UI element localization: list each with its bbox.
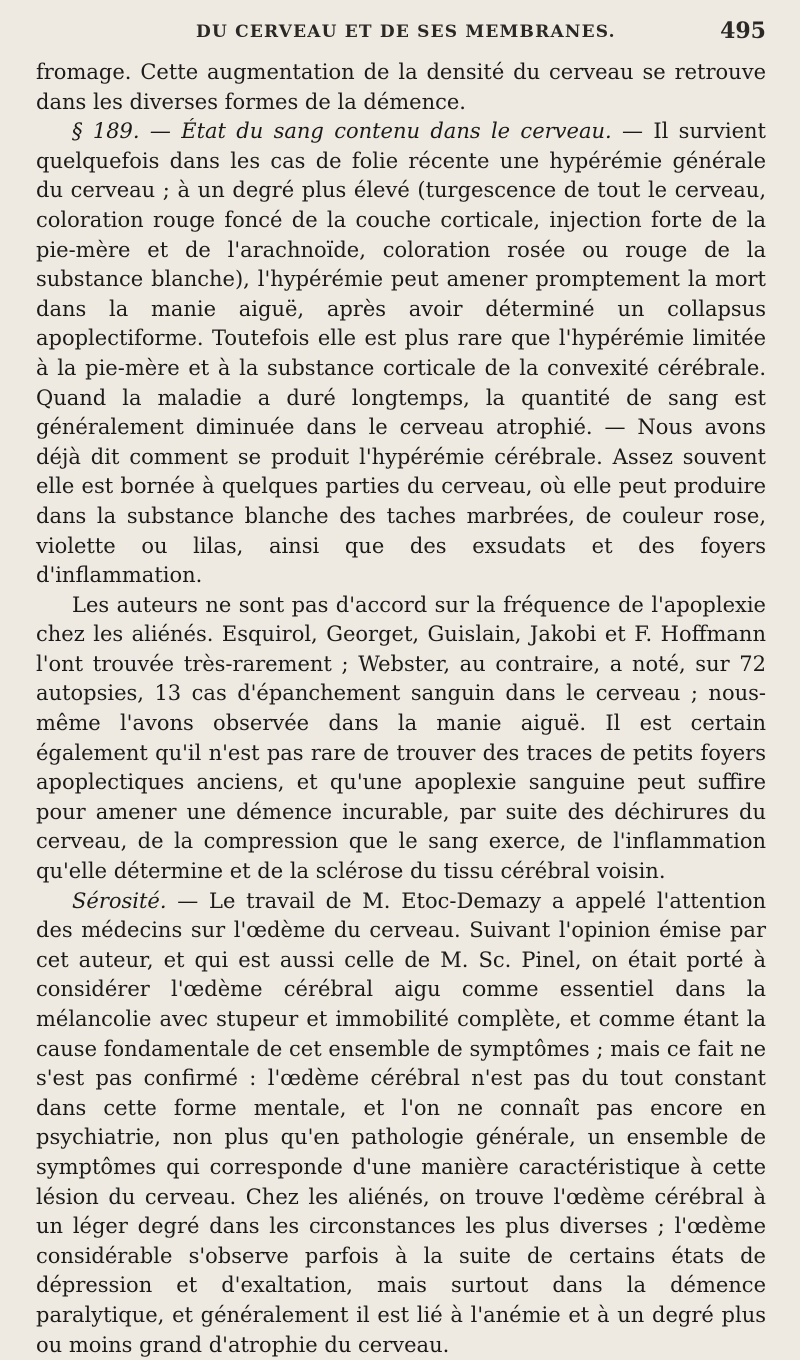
paragraph-section-189 [36, 117, 766, 591]
page-header [36, 18, 766, 48]
paragraph-text: Les auteurs ne sont pas d'accord sur la fréquence de l'apoplexie chez les aliénés. Esquirol, Georget, Guislain, Jakobi et F. Hoffmann l'ont trouvée très-rarement ; Webster, au contraire, a noté, sur 72 autopsies, 13 cas d'épanchement sanguin dans le cerveau ; nous-même l'avons observée dans la manie aiguë. Il est certain également qu'il n'est pas rare de trouver des traces de petits foyers apoplectiques anciens, et qu'une apoplexie sanguine peut suffire pour amener une démence incurable, par suite des déchirures du cerveau, de la compression que le sang exerce, de l'inflammation qu'elle détermine et de la sclérose du tissu cérébral voisin. [36, 592, 766, 884]
paragraph-text: — Il survient quelquefois dans les cas de folie récente une hypérémie générale du cerveau ; à un degré plus élevé (turgescence de tout le cerveau, coloration rouge foncé de la couche corticale, injection forte de la pie-mère et de l'arachnoïde, coloration rosée ou rouge de la substance blanche), l'hypérémie peut amener promptement la mort dans la manie aiguë, après avoir déterminé un collapsus apoplectiforme. Toutefois elle est plus rare que l'hypérémie limitée à la pie-mère et à la substance corticale de la convexité cérébrale. Quand la maladie a duré longtemps, la quantité de sang est généralement diminuée dans le cerveau atrophié. — Nous avons déjà dit comment se produit l'hypérémie cérébrale. Assez souvent elle est bornée à quelques parties du cerveau, où elle peut produire dans la substance blanche des taches marbrées, de couleur rose, violette ou lilas, ainsi que des exsudats et des foyers d'inflammation. [36, 119, 766, 588]
paragraph-text: — Le travail de M. Etoc-Demazy a appelé l'attention des médecins sur l'œdème du cerveau. Suivant l'opinion émise par cet auteur, et qui est aussi celle de M. Sc. Pinel, on était porté à considérer l'œdème cérébral aigu comme essentiel dans la mélancolie avec stupeur et immobilité complète, et comme étant la cause fondamentale de cet ensemble de symptômes ; mais ce fait ne s'est pas confirmé : l'œdème cérébral n'est pas du tout constant dans cette forme mentale, et l'on ne connaît pas encore en psychiatrie, non plus qu'en pathologie générale, un ensemble de symptômes qui corresponde d'une manière caractéristique à cette lésion du cerveau. Chez les aliénés, on trouve l'œdème cérébral à un léger degré dans les circonstances les plus diverses ; l'œdème considérable s'observe parfois à la suite de certains états de dépression et d'exaltation, mais surtout dans la démence paralytique, et généralement il est lié à l'anémie et à un degré plus ou moins grand d'atrophie du cerveau. [36, 888, 766, 1357]
paragraph-continuation [36, 58, 766, 117]
body-text [36, 58, 766, 1360]
paragraph-serosite [36, 887, 766, 1360]
section-heading: § 189. — État du sang contenu dans le cerveau. [72, 119, 612, 144]
running-head: DU CERVEAU ET DE SES MEMBRANES. [196, 22, 616, 42]
paragraph-text: fromage. Cette augmentation de la densité du cerveau se retrouve dans les diverses formes de la démence. [36, 60, 766, 114]
page-number: 495 [720, 18, 766, 44]
subsection-heading: Sérosité. [72, 888, 167, 913]
paragraph-apoplexie [36, 591, 766, 887]
